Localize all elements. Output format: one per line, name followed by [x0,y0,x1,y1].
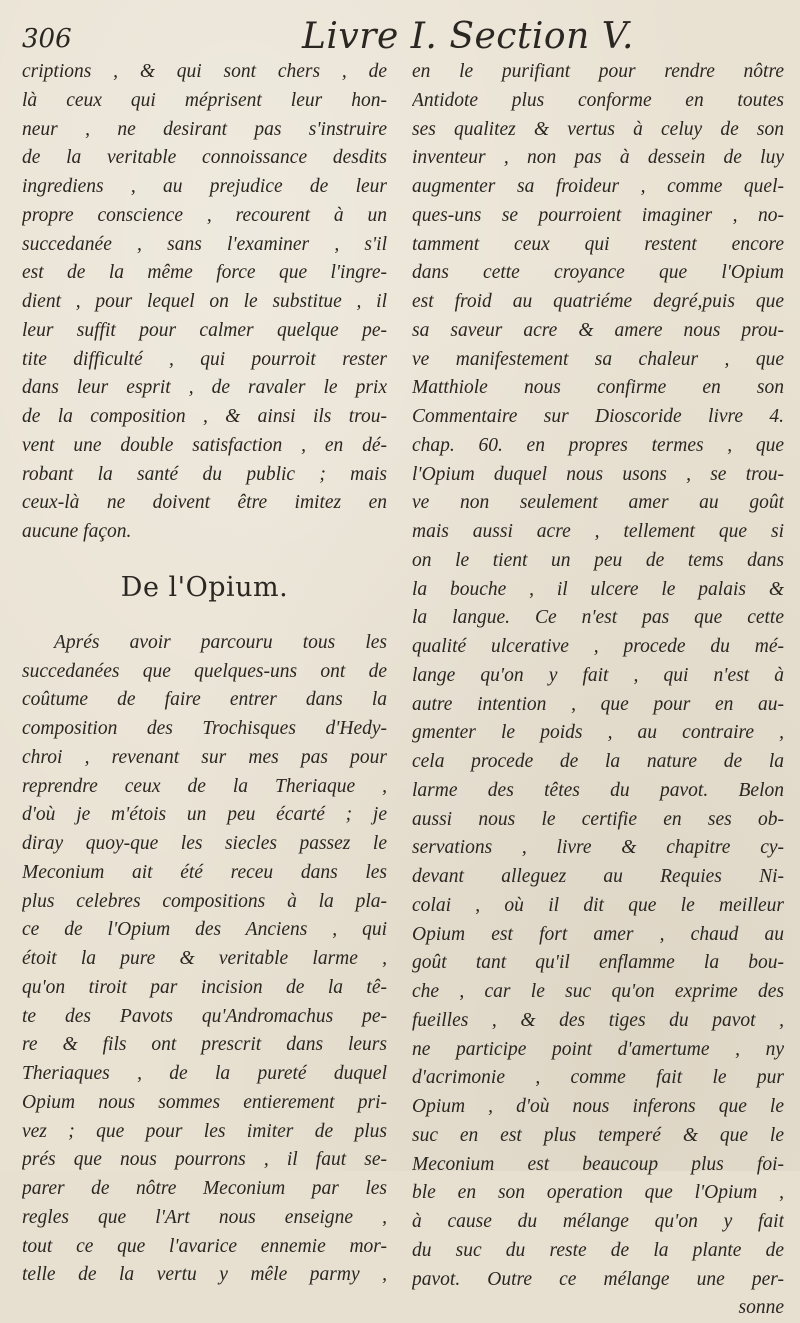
text-line: d'où je m'étois un peu écarté ; je [22,804,387,826]
text-line: d'acrimonie , comme fait le pur [412,1067,784,1089]
text-line: qu'on tiroit par incision de la tê- [22,976,387,998]
text-line: criptions , & qui sont chers , de [22,61,387,82]
text-line: sa saveur acre & amere nous prou- [412,319,784,341]
catchword: sonne [738,1297,784,1319]
text-line: Antidote plus conforme en toutes [412,89,784,111]
text-line: ses qualitez & vertus à celuy de son [412,118,784,140]
text-line: de la composition , & ainsi ils trou- [22,406,387,427]
text-line: gmenter le poids , au contraire , [412,722,784,744]
text-line: te des Pavots qu'Andromachus pe- [22,1005,387,1027]
text-line: on le tient un peu de tems dans [412,549,784,571]
text-line: tout ce que l'avarice ennemie mor- [22,1235,387,1257]
text-line: est de la même force que l'ingre- [22,262,387,284]
text-line: pavot. Outre ce mélange une per- [412,1268,784,1290]
text-line: Theriaques , de la pureté duquel [22,1063,387,1084]
text-line: ceux-là ne doivent être imitez en [22,492,387,514]
text-line: de la veritable connoissance desdits [22,147,387,169]
text-line: augmenter sa froideur , comme quel- [412,176,784,197]
text-line: chroi , revenant sur mes pas pour [22,746,387,768]
text-line: regles que l'Art nous enseigne , [22,1206,387,1228]
text-line: la langue. Ce n'est pas que cette [412,607,784,629]
text-line: l'Opium duquel nous usons , se trou- [412,463,784,485]
text-line: goût tant qu'il enflamme la bou- [412,952,784,974]
text-line: Meconium est beaucoup plus foi- [412,1153,784,1175]
page-number: 306 [22,24,72,54]
text-line: qualité ulcerative , procede du mé- [412,636,784,657]
paragraph-right [412,58,784,1294]
text-line: Aprés avoir parcouru tous les [54,631,387,653]
text-line: succedanées que quelques-uns ont de [22,660,387,682]
text-line: Opium nous sommes entierement pri- [22,1091,387,1113]
text-line: telle de la vertu y mêle parmy , [22,1264,387,1286]
text-line: re & fils ont prescrit dans leurs [22,1034,387,1056]
text-line: ble en son operation que l'Opium , [412,1182,784,1204]
section-heading: De l'Opium. [120,571,289,603]
text-line: ingrediens , au prejudice de leur [22,176,387,197]
text-line: vez ; que pour les imiter de plus [22,1120,387,1142]
text-line: neur , ne desirant pas s'instruire [22,118,387,140]
text-line: plus celebres compositions à la pla- [22,890,387,912]
text-line: leur suffit pour calmer quelque pe- [22,319,387,341]
text-line: servations , livre & chapitre cy- [412,837,784,859]
text-line: diray quoy-que les siecles passez le [22,833,387,854]
text-line: dans cette croyance que l'Opium [412,262,784,284]
text-line: colai , où il dit que le meilleur [412,894,784,916]
text-line: ce de l'Opium des Anciens , qui [22,919,387,941]
text-line: autre intention , que pour en au- [412,693,784,715]
text-line: Matthiole nous confirme en son [412,377,784,399]
left-column [22,58,387,1290]
running-head: Livre I. Section V. [302,16,634,57]
text-line: prés que nous pourrons , il faut se- [22,1149,387,1171]
text-line: la bouche , il ulcere le palais & [412,578,784,600]
text-line: aussi nous le certifie en ses ob- [412,808,784,830]
paragraph-continuation [22,58,387,547]
text-line: Commentaire sur Dioscoride livre 4. [412,406,784,427]
text-line: succedanée , sans l'examiner , s'il [22,233,387,255]
text-line: ne participe point d'amertume , ny [412,1038,784,1060]
text-line: ques-uns se pourroient imaginer , no- [412,204,784,226]
text-line: à cause du mélange qu'on y fait [412,1211,784,1232]
text-line: tamment ceux qui restent encore [412,233,784,255]
text-line: vent une double satisfaction , en dé- [22,434,387,456]
text-line: est froid au quatriéme degré,puis que [412,291,784,312]
paragraph-opium [22,629,387,1290]
text-line: Opium , d'où nous inferons que le [412,1096,784,1117]
text-line: composition des Trochisques d'Hedy- [22,718,387,739]
text-line: là ceux qui méprisent leur hon- [22,89,387,111]
text-line: dient , pour lequel on le substitue , il [22,291,387,312]
text-line: en le purifiant pour rendre nôtre [412,61,784,82]
text-line: étoit la pure & veritable larme , [22,948,387,969]
text-line: inventeur , non pas à dessein de luy [412,147,784,169]
text-line: Meconium ait été receu dans les [22,861,387,883]
page-header [0,14,800,60]
right-column [412,58,784,1323]
text-line: devant alleguez au Requies Ni- [412,866,784,887]
text-line: aucune façon. [22,521,132,542]
text-line: Opium est fort amer , chaud au [412,923,784,945]
text-line: larme des têtes du pavot. Belon [412,779,784,801]
text-line: robant la santé du public ; mais [22,463,387,485]
text-line: ve manifestement sa chaleur , que [412,348,784,370]
text-line: che , car le suc qu'on exprime des [412,981,784,1002]
text-line: coûtume de faire entrer dans la [22,689,387,711]
text-line: lange qu'on y fait , qui n'est à [412,664,784,686]
text-line: suc en est plus temperé & que le [412,1124,784,1146]
text-line: fueilles , & des tiges du pavot , [412,1009,784,1031]
text-line: mais aussi acre , tellement que si [412,521,784,542]
text-line: dans leur esprit , de ravaler le prix [22,377,387,399]
text-line: du suc du reste de la plante de [412,1239,784,1261]
text-line: chap. 60. en propres termes , que [412,434,784,456]
text-line: tite difficulté , qui pourroit rester [22,348,387,370]
text-line: cela procede de la nature de la [412,751,784,772]
text-line: parer de nôtre Meconium par les [22,1178,387,1199]
text-line: ve non seulement amer au goût [412,492,784,514]
text-line: propre conscience , recourent à un [22,204,387,226]
text-line: reprendre ceux de la Theriaque , [22,775,387,797]
